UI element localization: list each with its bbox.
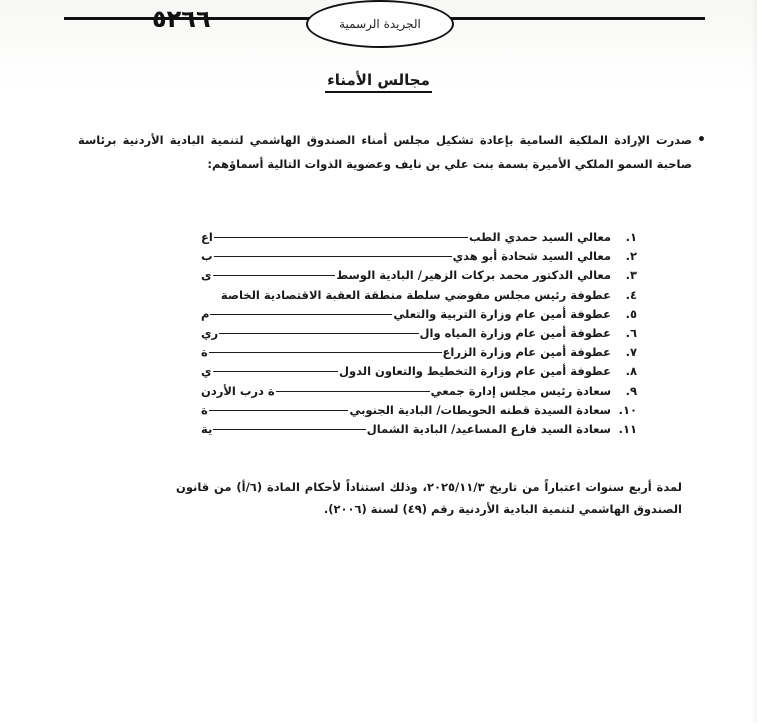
fill-line [276, 391, 430, 392]
decree-text: صدرت الإرادة الملكية السامية بإعادة تشكيل مجلس أمناء الصندوق الهاشمي لتنمية البادية الأردنية برئاسة صاحبة السمو الملكي الأميرة بسمة بنت علي بن نايف وعضوية الذوات التالية أسماؤهم: [78, 133, 692, 171]
member-name-tail: ية [201, 421, 213, 436]
list-item [201, 345, 637, 364]
member-name-tail: ة درب الأردن [201, 383, 275, 398]
member-name-tail: ب [201, 249, 213, 264]
item-number: ١١. [618, 421, 637, 436]
item-number: ٧. [625, 345, 637, 360]
list-item [201, 422, 637, 441]
member-name-tail: ري [201, 325, 219, 340]
fill-line [209, 352, 442, 353]
list-item [201, 249, 637, 268]
member-name-tail: ى [201, 268, 212, 283]
fill-line [210, 314, 392, 315]
list-item [201, 307, 637, 326]
closing-text: لمدة أربع سنوات اعتباراً من تاريخ ٢٠٢٥/١١/٣، وذلك استناداً لأحكام المادة (٦/أ) من قانون الصندوق الهاشمي لتنمية البادية الأردنية رقم (٤٩) لسنة (٢٠٠٦). [176, 480, 682, 516]
bullet-icon: • [697, 132, 706, 148]
gazette-header-oval [306, 0, 454, 48]
member-name: سعادة رئيس مجلس إدارة جمعي [430, 383, 611, 398]
item-number: ٩. [625, 383, 637, 398]
member-name-tail: م [201, 306, 210, 321]
item-number: ٣. [625, 268, 637, 283]
member-name: معالي الدكتور محمد بركات الزهير/ البادية الوسط [336, 268, 611, 283]
member-name-tail: ة [201, 402, 208, 417]
page-edge-shadow [751, 0, 757, 723]
fill-line [213, 429, 365, 430]
member-name-tail: ة [201, 345, 208, 360]
list-item [201, 403, 637, 422]
member-name: سعادة السيد فارع المساعيد/ البادية الشمال [366, 421, 611, 436]
list-item [201, 384, 637, 403]
fill-line [214, 256, 452, 257]
member-name: معالي السيد شحادة أبو هدي [452, 249, 611, 264]
item-number: ٤. [625, 287, 637, 302]
item-number: ١. [625, 230, 637, 244]
list-item [201, 230, 637, 249]
fill-line [209, 410, 349, 411]
fill-line [214, 237, 468, 238]
item-number: ٨. [625, 364, 637, 379]
section-title [0, 70, 757, 89]
list-item [201, 326, 637, 345]
member-name: عطوفة أمين عام وزارة التخطيط والتعاون الدول [339, 364, 611, 379]
decree-paragraph [78, 128, 706, 176]
gazette-label: الجريدة الرسمية [339, 17, 421, 31]
list-item [201, 268, 637, 287]
member-name-tail: اع [201, 230, 213, 244]
member-name: عطوفة أمين عام وزارة المياه وال [419, 325, 611, 340]
member-name: عطوفة أمين عام وزارة الزراع [442, 345, 611, 360]
member-name: معالي السيد حمدي الطب [468, 230, 611, 244]
page-number: ٥٢٦٦ [152, 5, 211, 33]
item-number: ٥. [625, 306, 637, 321]
member-name-tail: ي [201, 364, 212, 379]
fill-line [219, 333, 418, 334]
member-name: عطوفة أمين عام وزارة التربية والتعلي [393, 306, 611, 321]
fill-line [213, 371, 338, 372]
members-list [201, 230, 637, 441]
member-name: عطوفة رئيس مجلس مفوضي سلطة منطقة العقبة الاقتصادية الخاصة [220, 287, 611, 302]
item-number: ١٠. [618, 402, 637, 417]
item-number: ٢. [625, 249, 637, 264]
list-item [201, 364, 637, 383]
list-item [201, 288, 637, 307]
member-name: سعادة السيدة قطنه الحويطات/ البادية الجنوبي [349, 402, 611, 417]
item-number: ٦. [625, 325, 637, 340]
closing-paragraph [176, 476, 682, 520]
fill-line [213, 275, 336, 276]
section-title-text: مجالس الأمناء [325, 71, 432, 93]
